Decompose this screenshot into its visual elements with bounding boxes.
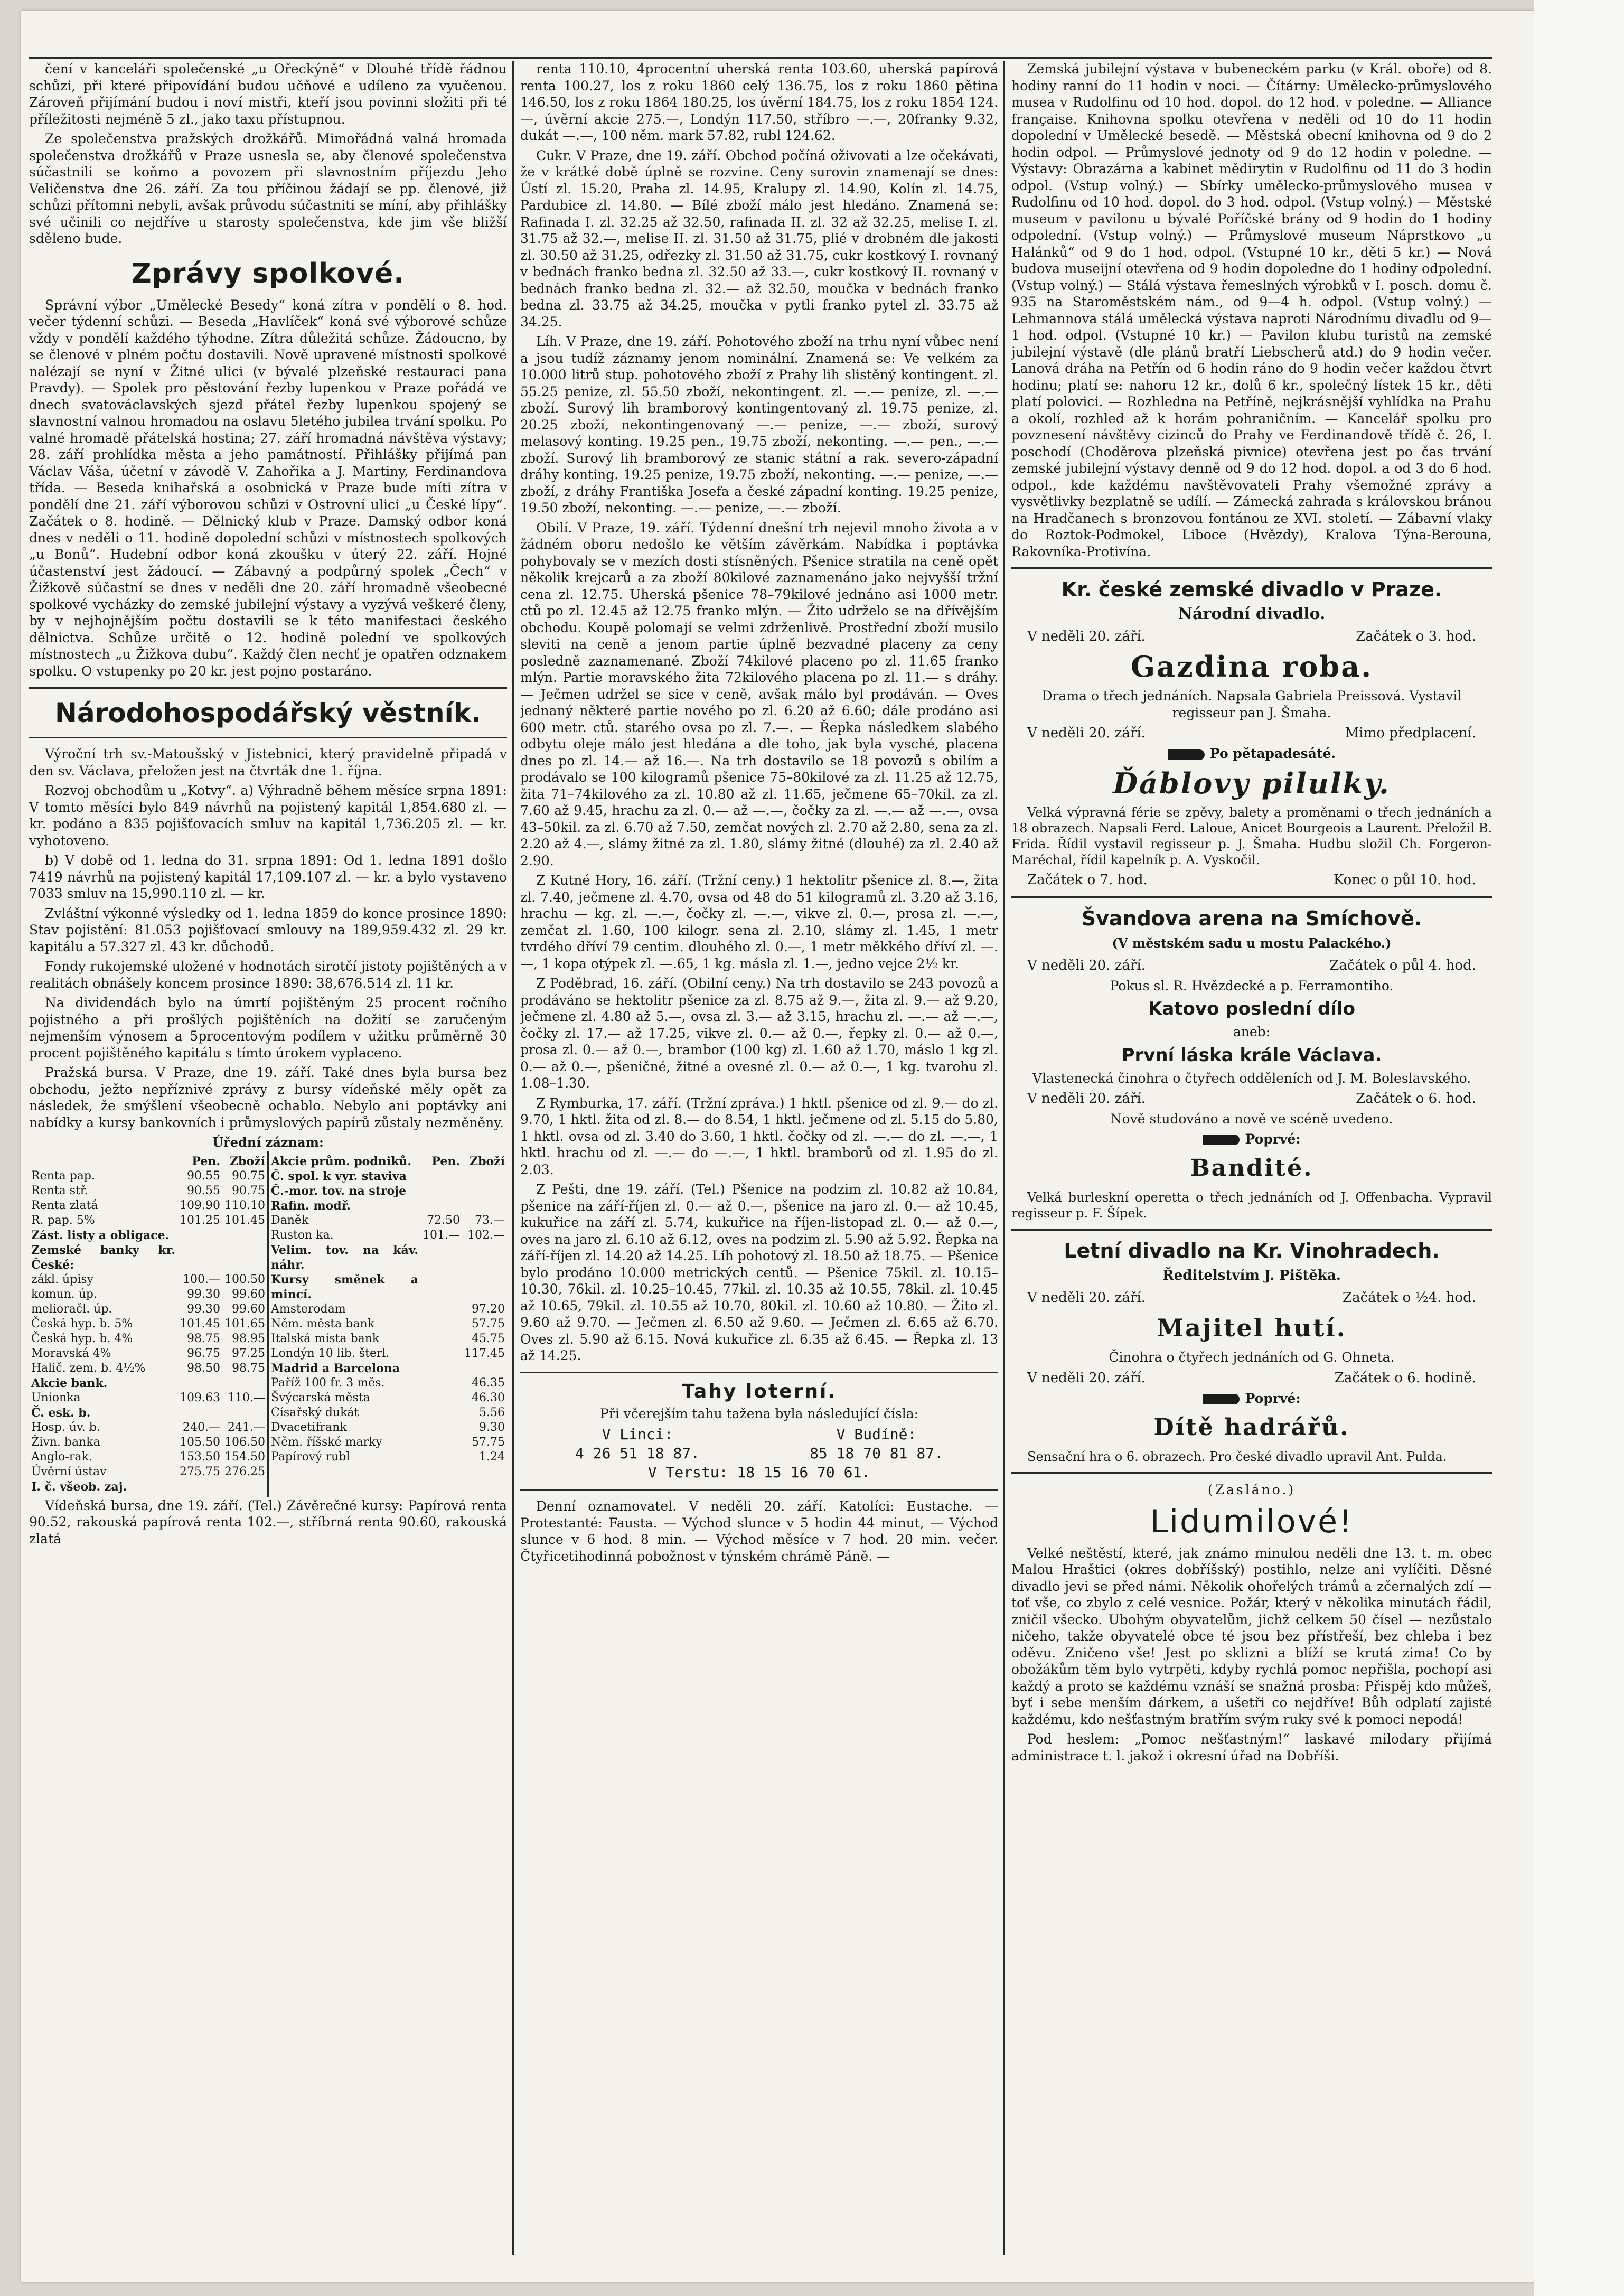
table-cell: 57.75 — [472, 1435, 505, 1449]
table-row — [269, 1420, 507, 1435]
exchange-tables — [29, 1151, 507, 1497]
article-paragraph: renta 110.10, 4procentní uherská renta 103.60, uherská papírová renta 100.27, los z roku 1860 celý 136.75, los z roku 1860 pětina 146.50, los z roku 1864 180.25, los úvěrní 184.75, los z roku 1854 124.—, úvěrní akcie 275.—, Londýn 117.50, stříbro —.—, 20franky 9.32, dukát —.—, 100 něm. mark 57.82, rubl 124.62. — [520, 61, 998, 143]
table-cell: Renta stř. — [31, 1184, 88, 1197]
table-cell: 72.50 — [427, 1213, 461, 1227]
article-paragraph: b) V době od 1. ledna do 31. srpna 1891: Od 1. ledna 1891 došlo 7419 návrhů na pojistený kapitál 17,109.107 zl. — kr. a bylo vystaveno 7033 smluv na 15,990.110 zl. — kr. — [29, 852, 507, 901]
table-row — [29, 1184, 267, 1198]
article-paragraph: Zemská jubilejní výstava v bubeneckém parku (v Král. oboře) od 8. hodiny ranní do 11 hodin v noci. — Čítárny: Umělecko-průmyslového musea v Rudolfinu od 10 hod. dopol. do 12 hod. v poledne. — Alliance française. Knihovna spolku otevřena v neděli od 10 do 11 hodin dopolední v Umělecké besedě. — Městská obecní knihovna od 9 do 2 hodin odpol. — Průmyslové jednoty od 9 do 12 hodin v poledne. — Výstavy: Obrazárna a kabinet mědirytin v Rudolfinu od 11 do 3 hodin odpol. (Vstup volný.) — Sbírky umělecko-průmyslového musea v Rudolfinu od 10 hod. dopol. do 3 hod. odpol. (Vstup volný.) — Městské museum v pavilonu u bývalé Poříčské brány od 9 hodin do 1 hodiny odpolední. (Vstup volný.) — Průmyslové museum Náprstkovo „u Halánků“ od 9 do 1 hod. odpol. (Vstupné 10 kr., děti 5 kr.) — Nová budova museijní otevřena od 9 hodin dopoledne do 1 hodiny odpolední. (Vstup volný.) — Stálá výstava řemeslných výrobků v I. posch. domu č. 935 na Staroměstském nám., od 9—4 h. odpol. (Vstup volný.) — Lehmannova stálá umělecká výstava naproti Národnímu divadlu od 9—1 hod. odpol. (Vstupné 10 kr.) — Pavilon klubu turistů na zemské jubilejní výstavě (dle plánů bratří Liebscherů atd.) do 9 hodin večer. Lanová dráha na Petřín od 6 hodin ráno do 9 hodin večer každou čtvrt hodinu; platí se: nahoru 12 kr., dolů 6 kr., společný lístek 15 kr., děti platí polovici. — Rozhledna na Petříně, nejkrásnější vyhlídka na Prahu a okolí, rozhled až k horám pohraničním. — Kancelář spolku pro povznesení návštěvy cizinců do Prahy ve Ferdinandově třídě č. 26, I. poschodí (Choděrova plzeňská pivnice) otevřena jest po čas trvání zemské jubilejní výstavy denně od 9 do 12 hod. dopol. a od 3 do 6 hod. odpol., kde každému navštěvovateli Prahy všemožné zprávy a vysvětlivky bezplatně se udílí. — Zámecká zahrada s královskou bránou na Hradčanech s bronzovou fontánou ze XVI. století. — Zábavní vlaky do Roztok-Podmokel, Liboce (Hvězdy), Kralova Týna-Berouna, Rakovníka-Protivína. — [1011, 61, 1492, 559]
table-cell: 106.50 — [224, 1435, 265, 1449]
article-paragraph: Na dividendách bylo na úmrtí pojištěným 25 procent ročního pojistného a při prošlých pojištěních na dožití se zaručeným nejmenším výnosem a 5procentovým podílem v užitku průměrně 30 procent pojištěného kapitálu s tímto úrokem vyplaceno. — [29, 995, 507, 1061]
theatre-title: Švandova arena na Smíchově. — [1081, 906, 1422, 930]
table-row — [269, 1169, 507, 1184]
table-row — [269, 1405, 507, 1420]
article-paragraph: Rozvoj obchodům u „Kotvy“. a) Výhradně během měsíce srpna 1891: V tomto měsíci bylo 849 návrhů na pojistený kapitál 1,854.680 zl. — kr. podáno a 835 pojišťovacích smluv na kapitál 1,736.205 zl. — kr. vyhotoveno. — [29, 783, 507, 848]
show-date: V neděli 20. září. — [1027, 1370, 1146, 1386]
table-cell: 46.35 — [472, 1376, 505, 1390]
show-date: V neděli 20. září. — [1027, 725, 1146, 741]
table-header-row — [269, 1154, 507, 1169]
table-cell: 241.— — [228, 1420, 265, 1434]
table-row — [29, 1435, 267, 1450]
table-cell: Amsterodam — [271, 1302, 346, 1316]
table-cell: 98.75 — [187, 1332, 221, 1345]
table-row — [29, 1317, 267, 1332]
table-cell — [222, 1479, 267, 1494]
table-row — [269, 1213, 507, 1228]
table-cell — [177, 1243, 222, 1272]
table-cell: 105.50 — [180, 1435, 221, 1449]
table-cell — [420, 1302, 462, 1317]
table-cell: melioračl. úp. — [31, 1302, 112, 1316]
table-row — [269, 1346, 507, 1361]
pointing-hand-icon — [1203, 1394, 1240, 1404]
table-header-cell: Zboží — [470, 1154, 505, 1168]
play-title: Majitel hutí. — [1157, 1314, 1347, 1342]
table-cell — [420, 1198, 462, 1213]
table-row — [29, 1361, 267, 1376]
table-cell: Č.-mor. tov. na stroje — [271, 1184, 407, 1198]
table-cell: 98.95 — [232, 1332, 265, 1345]
show-row — [1027, 724, 1476, 742]
table-cell: 109.63 — [180, 1391, 221, 1404]
lottery-result — [520, 1463, 998, 1482]
exchange-table — [29, 1154, 267, 1494]
table-cell — [420, 1450, 462, 1465]
table-row — [269, 1435, 507, 1450]
table-cell — [222, 1405, 267, 1420]
table-row — [29, 1450, 267, 1465]
play-description: Velká výpravná férie se zpěvy, balety a proměnami o třech jednáních a 18 obrazech. Napsali Ferd. Laloue, Anicet Bourgeois a Laurent. Přeložil B. Frida. Řídil vystavil regisseur p. J. Šmaha. Hudbu složil Ch. Forgeron-Maréchal, řídil kapelník p. A. Vyskočil. — [1011, 804, 1492, 867]
table-cell: 153.50 — [180, 1450, 221, 1464]
show-row — [1027, 1369, 1476, 1387]
table-cell: Renta pap. — [31, 1169, 95, 1183]
section-divider — [1011, 896, 1492, 898]
table-row — [29, 1169, 267, 1184]
column-rule — [512, 61, 514, 2255]
table-cell: Italská místa bank — [271, 1332, 380, 1345]
table-row — [269, 1391, 507, 1405]
table-cell: 101.— — [423, 1228, 461, 1242]
table-cell: 90.55 — [187, 1184, 221, 1197]
table-row — [269, 1198, 507, 1213]
table-row — [29, 1346, 267, 1361]
theatre-subtitle: Ředitelstvím J. Pištěka. — [1162, 1268, 1341, 1283]
table-cell: 100.50 — [224, 1272, 265, 1286]
table-cell: Kursy směnek a mincí. — [271, 1272, 419, 1301]
table-header-cell: Akcie prům. podniků. — [271, 1154, 411, 1168]
table-row — [269, 1228, 507, 1243]
table-cell: Akcie bank. — [31, 1376, 108, 1390]
table-cell: zákl. úpisy — [31, 1272, 94, 1286]
table-cell — [177, 1479, 222, 1494]
top-rule — [29, 57, 1492, 59]
table-cell: Česká hyp. b. 4% — [31, 1332, 133, 1345]
show-note: Nově studováno a nově ve scéně uvedeno. — [1110, 1111, 1393, 1127]
table-cell — [462, 1272, 507, 1302]
table-cell — [420, 1169, 462, 1184]
table-row — [29, 1198, 267, 1213]
play-title: Katovo poslední dílo — [1148, 998, 1355, 1019]
show-start: Začátek o půl 4. hod. — [1329, 957, 1476, 973]
table-cell: Daněk — [271, 1213, 309, 1227]
lottery-place: V Terstu: — [647, 1464, 728, 1481]
table-cell: Živn. banka — [31, 1435, 100, 1449]
table-row — [269, 1376, 507, 1391]
table-cell: 101.65 — [224, 1317, 265, 1330]
section-divider — [520, 1489, 998, 1491]
table-cell: Hosp. úv. b. — [31, 1420, 100, 1434]
table-cell: Něm. města bank — [271, 1317, 374, 1330]
section-heading: Zprávy spolkové. — [131, 257, 405, 289]
table-cell: 5.56 — [479, 1405, 505, 1419]
guest-note: Pokus sl. R. Hvězdecké a p. Ferramontiho. — [1110, 978, 1394, 994]
article-paragraph: Ze společenstva pražských drožkářů. Mimořádná valná hromada společenstva drožkářů v Praze usnesla se, aby členové společenstva súčastnili se koňmo a povozem při slavnostním příjezdu Jeho Veličenstva dne 26. září. Za tou příčinou žádají se pp. členové, již schůzi přítomni nebyli, avšak průvodu súčastniti se míní, aby přihlášky své učinili co nejdříve u starosty společenstva, kde jim vše bližší sděleno bude. — [29, 131, 507, 246]
lottery-numbers: 18 15 16 70 61. — [737, 1464, 871, 1481]
play-description: Sensační hra o 6. obrazech. Pro české divadlo upravil Ant. Pulda. — [1027, 1449, 1447, 1464]
column-2 — [520, 61, 998, 2261]
scan-margin — [1534, 0, 1624, 2296]
table-cell: 275.75 — [180, 1465, 221, 1478]
section-divider — [29, 687, 507, 689]
table-cell: Madrid a Barcelona — [271, 1361, 400, 1375]
table-row — [29, 1420, 267, 1435]
show-note-text: Poprvé: — [1245, 1390, 1301, 1406]
show-note — [1011, 1390, 1492, 1407]
article-paragraph: Pražská bursa. V Praze, dne 19. září. Také dnes byla bursa bez obchodu, ježto nepříznivé zprávy z bursy vídeňské měly opět za následek, že smýšlení všeobecně ochablo. Nebylo ani poptávky ani nabídky a kursy bankovních i průmyslových papírů zůstaly nezměněny. — [29, 1065, 507, 1130]
table-cell — [222, 1243, 267, 1272]
table-cell: 96.75 — [187, 1346, 221, 1360]
show-start: Začátek o 6. hod. — [1356, 1091, 1476, 1107]
lottery-row — [520, 1425, 998, 1463]
article-paragraph: Zvláštní výkonné výsledky od 1. ledna 1859 do konce prosince 1890: Stav pojistění: 81.053 pojišťovací smlouvy na 189,959.432 zl. 29 kr. kapitálu a 57.327 zl. 43 kr. důchodů. — [29, 905, 507, 954]
article-paragraph: Z Pešti, dne 19. září. (Tel.) Pšenice na podzim zl. 10.82 až 10.84, pšenice na září-říjen zl. 0.— až 0.—, pšenice na jaro zl. 0.— až 10.45, kukuřice na září zl. 5.74, kukuřice na říjen-listopad zl. 0.— až 0.—, oves na jaro zl. 6.10 až 6.12, oves na podzim zl. 5.90 až 5.92. Řepka na září-říjen zl. 14.20 až 14.25. Líh pohotový zl. 18.50 až 18.75. — Pšenice bylo prodáno 10.000 metrických centů. — Pšenice 75kil. zl. 10.15–10.30, 76kil. zl. 10.25–10.45, 77kil. zl. 10.35 až 10.55, 78kil. zl. 10.45 až 10.65, 79kil. zl. 10.55 až 10.70, 80kil. zl. 10.60 až 10.80. — Žito zl. 9.60 až 9.70. — Ječmen zl. 6.50 až 9.60. — Ječmen zl. 6.65 až 6.70. Oves zl. 5.90 až 6.15. Nová kukuřice zl. 6.35 až 6.45. — Řepka zl. 13 až 14.25. — [520, 1182, 998, 1363]
table-cell — [462, 1198, 507, 1213]
table-cell: Halič. zem. b. 4½% — [31, 1361, 146, 1375]
table-row — [29, 1376, 267, 1391]
lottery-place: V Budíně: — [836, 1426, 917, 1443]
table-cell: 99.30 — [187, 1302, 221, 1316]
table-cell: Moravská 4% — [31, 1346, 111, 1360]
table-cell: 101.25 — [180, 1213, 221, 1227]
article-paragraph: Z Poděbrad, 16. září. (Obilní ceny.) Na trh dostavilo se 243 povozů a prodáváno se hektolitr pšenice za zl. 8.75 až 9.—, žita zl. 9.— až 9.20, ječmene zl. 4.80 až 5.—, ovsa zl. 3.— až 3.15, hrachu zl. —.— až —.—, čočky zl. 17.— až 17.25, vikve zl. 0.— až 0.—, řepky zl. 0.— až 0.—, prosa zl. 0.— až 0.—, brambor (100 kg) zl. 1.60 až 1.70, máslo 1 kg zl. 0.— až 0.—, pšeničné, žitné a ovesné zl. 0.— až 0.—, 1 kg. tvarohu zl. 1.08–1.30. — [520, 976, 998, 1091]
table-cell — [420, 1435, 462, 1450]
table-cell: 117.45 — [464, 1346, 505, 1360]
exchange-table-right — [269, 1151, 507, 1497]
table-cell — [420, 1376, 462, 1391]
table-cell — [462, 1184, 507, 1198]
article-paragraph: Velké neštěstí, které, jak známo minulou neděli dne 13. t. m. obec Malou Hraštici (okres dobříšský) postihlo, nelze ani vylíčiti. Děsné divadlo jevi se před námi. Několik ohořelých trámů a zčernalých zdí — toť vše, co zbylo z celé vesnice. Požár, který v několika minutách řádil, zničil všecko. Ubohým obyvatelům, jichž celkem 50 čísel — nezůstalo ničeho, takže obyvatelé obce té jsou bez přístřeší, bez chleba i bez oděvu. Zničeno vše! Jest po sklizni a blíží se krutá zima! Co by obožákům těm bylo vytrpěti, kdyby rychlá pomoc nepřišla, pochopí asi každý a proto se každému vznáší se snažná prosba: Přispěj kdo můžeš, byť i sebe menším dárkem, a ušetři co nejdříve! Bůh odplatí zajisté každému, kdo nešťastným bratřím svým ruky své k pomoci nepodá! — [1011, 1545, 1492, 1727]
show-row — [1027, 871, 1476, 889]
table-cell — [222, 1228, 267, 1243]
exchange-table — [269, 1154, 507, 1465]
table-cell: I. č. všeob. zaj. — [31, 1479, 127, 1494]
lottery-place: V Linci: — [602, 1426, 673, 1443]
table-row — [29, 1228, 267, 1243]
show-date: V neděli 20. září. — [1027, 1290, 1146, 1306]
table-cell: Česká hyp. b. 5% — [31, 1317, 133, 1330]
table-cell: 101.45 — [224, 1213, 265, 1227]
show-date: V neděli 20. září. — [1027, 957, 1146, 973]
table-cell: R. pap. 5% — [31, 1213, 95, 1227]
table-row — [29, 1479, 267, 1494]
table-cell: Č. spol. k vyr. staviva — [271, 1169, 407, 1183]
table-cell: 9.30 — [479, 1420, 505, 1434]
newspaper-page — [21, 11, 1592, 2282]
table-cell: 97.20 — [472, 1302, 505, 1316]
lottery-numbers: 85 18 70 81 87. — [810, 1445, 943, 1462]
table-cell — [177, 1405, 222, 1420]
play-description: Drama o třech jednáních. Napsala Gabriela Preissová. Vystavil regisseur pan J. Šmaha. — [1041, 688, 1462, 720]
table-cell — [420, 1332, 462, 1346]
column-rule — [1003, 61, 1005, 2255]
column-3 — [1011, 61, 1492, 2261]
show-end: Konec o půl 10. hod. — [1333, 871, 1476, 888]
table-cell — [420, 1272, 462, 1302]
table-cell: 1.24 — [479, 1450, 505, 1464]
show-row — [1027, 1289, 1476, 1307]
table-cell: Úvěrní ústav — [31, 1465, 107, 1478]
table-row — [29, 1302, 267, 1317]
show-row — [1027, 627, 1476, 645]
table-cell: 110.— — [228, 1391, 265, 1404]
table-header-cell — [29, 1154, 177, 1169]
play-description: Činohra o čtyřech jednáních od G. Ohneta. — [1109, 1350, 1395, 1365]
table-cell: 154.50 — [224, 1450, 265, 1464]
show-row — [1027, 957, 1476, 974]
table-cell — [420, 1317, 462, 1332]
table-cell: 90.55 — [187, 1169, 221, 1183]
theatre-title: Kr. české zemské divadlo v Praze. — [1061, 578, 1442, 601]
article-paragraph: Z Rymburka, 17. září. (Tržní zpráva.) 1 hktl. pšenice od zl. 9.— do zl. 9.70, 1 hktl. žita od zl. 8.— do 8.54, 1 hktl. ječmene od zl. 5.15 do 5.80, 1 hktl. ovsa od zl. 3.40 do 3.60, 1 hktl. čočky od zl. —.— do zl. —.—, 1 hktl. hrachu od zl. —.— do —.—, 1 hktl. bramborů od zl. 1.95 do zl. 2.03. — [520, 1095, 998, 1177]
table-cell: komun. úp. — [31, 1287, 98, 1301]
table-header-cell: Zboží — [230, 1154, 265, 1168]
show-note — [1011, 745, 1492, 762]
table-cell: Zást. listy a obligace. — [31, 1228, 170, 1242]
table-cell: Dvacetifrank — [271, 1420, 347, 1434]
article-paragraph: Cukr. V Praze, dne 19. září. Obchod počíná oživovati a lze očekávati, že v krátké době úplně se rozvine. Ceny surovin znamenají se dnes: Ústí zl. 15.20, Praha zl. 14.95, Kralupy zl. 14.90, Kolín zl. 14.75, Pardubice zl. 14.80. — Bílé zboží málo jest hledáno. Znamená se: Rafinada I. zl. 32.25 až 32.50, rafinada II. zl. 32 až 32.25, melise I. zl. 31.75 až 32.—, melise II. zl. 31.50 až 31.75, plié v drobném dle jakosti zl. 30.50 až 31.25, odřezky zl. 31.50 až 31.75, cukr kostkový I. rovnaný v bednách franko bedna zl. 32.50 až 33.—, cukr kostkový II. rovnaný v bednách franko bedna zl. 32.— až 32.50, moučka v bednách franko bedna zl. 33.75 až 34.25, moučka v pytli franko pytel zl. 33.75 až 34.25. — [520, 147, 998, 330]
show-note — [1011, 1131, 1492, 1148]
lottery-numbers: 4 26 51 18 87. — [575, 1445, 700, 1462]
exchange-table-left — [29, 1151, 269, 1497]
table-cell: 90.75 — [232, 1169, 265, 1183]
show-date: V neděli 20. září. — [1027, 629, 1146, 644]
table-cell: 110.10 — [224, 1198, 265, 1212]
table-cell: 102.— — [467, 1228, 505, 1242]
table-cell: 100.— — [183, 1272, 221, 1286]
table-cell — [462, 1243, 507, 1272]
lottery-result — [575, 1425, 700, 1463]
table-cell: Č. esk. b. — [31, 1405, 91, 1420]
table-cell: 98.50 — [187, 1361, 221, 1375]
show-start: Začátek o 3. hod. — [1356, 629, 1476, 644]
section-divider — [520, 1372, 998, 1373]
show-start: Začátek o 7. hod. — [1027, 871, 1148, 888]
show-note-text: Po pětapadesáté. — [1209, 746, 1336, 761]
table-header-cell: Pen. — [192, 1154, 221, 1168]
table-cell — [177, 1376, 222, 1391]
table-row — [269, 1272, 507, 1302]
table-cell: Renta zlatá — [31, 1198, 98, 1212]
table-cell: Rafin. modř. — [271, 1198, 351, 1213]
section-divider — [1011, 1472, 1492, 1474]
show-start: Začátek o 6. hodině. — [1334, 1370, 1476, 1386]
article-paragraph: Líh. V Praze, dne 19. září. Pohotového zboží na trhu nyní vůbec není a jsou tudíž záznamy jenom nominální. Znamená se: Ve velkém za 10.000 litrů stup. pohotového zboží z Prahy lih slistěný kontingent. zl. 55.25 penize, zl. 55.50 zboží, nekontingent. zl. —.— penize, zl. —.— zboží. Surový lih bramborový kontingentovaný zl. 19.75 penize, zl. 20.25 zboží, nekontingenovaný —.— penize, —.— zboží, surový melasový konting. 19.25 pen., 19.75 zboží, nekonting. —.— pen., —.— zboží. Surový lih bramborový ze stanic státní a rak. severo-západní dráhy konting. 19.25 penize, 19.75 zboží, nekonting. —.— penize, —.— zboží, z dráhy Františka Josefa a české západní konting. 19.25 penize, 19.50 zboží, nekonting. —.— penize, —.— zboží. — [520, 334, 998, 516]
table-cell: Paříž 100 fr. 3 měs. — [271, 1376, 385, 1390]
table-cell: Anglo-rak. — [31, 1450, 92, 1464]
table-row — [29, 1332, 267, 1346]
play-title: První láska krále Václava. — [1121, 1044, 1382, 1066]
table-cell: 73.— — [475, 1213, 505, 1227]
play-description: Velká burleskní operetta o třech jednáních od J. Offenbacha. Vypravil regisseur p. F. Šípek. — [1011, 1190, 1492, 1221]
table-row — [269, 1361, 507, 1376]
table-cell: 46.30 — [472, 1391, 505, 1404]
table-row — [269, 1450, 507, 1465]
table-cell: 240.— — [183, 1420, 221, 1434]
table-cell — [462, 1169, 507, 1184]
table-header-cell: Pen. — [431, 1154, 461, 1168]
column-1 — [29, 61, 507, 2261]
table-cell — [420, 1420, 462, 1435]
theatre-subtitle: (V městském sadu u mostu Palackého.) — [1112, 935, 1392, 951]
lottery-heading: Tahy loterní. — [682, 1380, 837, 1402]
pointing-hand-icon — [1168, 749, 1205, 760]
zaslano-label: (Zasláno.) — [1207, 1482, 1296, 1497]
table-cell: Velim. tov. na káv. náhr. — [271, 1243, 419, 1272]
lottery-intro: Při včerejším tahu tažena byla následující čísla: — [599, 1405, 919, 1421]
play-title: Bandité. — [1190, 1155, 1313, 1182]
show-start: Začátek o ½4. hod. — [1343, 1290, 1476, 1306]
theatre-subtitle: Národní divadlo. — [1178, 605, 1326, 623]
table-row — [269, 1332, 507, 1346]
table-row — [29, 1405, 267, 1420]
table-cell: 90.75 — [232, 1184, 265, 1197]
table-row — [269, 1302, 507, 1317]
table-cell: 101.45 — [180, 1317, 221, 1330]
table-row — [29, 1243, 267, 1272]
table-cell — [420, 1243, 462, 1272]
table-cell: 99.30 — [187, 1287, 221, 1301]
table-cell: Císařský dukát — [271, 1405, 359, 1419]
pointing-hand-icon — [1203, 1135, 1240, 1145]
article-paragraph: Správní výbor „Umělecké Besedy“ koná zítra v pondělí o 8. hod. večer týdenní schůzi. — Beseda „Havlíček“ koná své výborové schůze vždy v pondělí každého týhodne. Zítra důležitá schůze. Žádoucno, by se členové v plném počtu dostavili. Nově upravené místnosti spolkové nalézají se nyní v Žitné ulici (v bývalé plzeňské restauraci pana Pravdy). — Spolek pro pěstování řezby lupenkou v Praze pořádá ve dnech svatováclavských sjezd přátel řezby lupenkou spojený se slavnostní valnou hromadou na oslavu 5letého jubilea trvání spolku. Po valné hromadě přátelská hostina; 27. září hromadná návštěva výstavy; 28. září prohlídka města a jeho památností. Přihlášky přijímá pan Václav Váša, účetní v závodě V. Zahořika a J. Martiny, Ferdinandova třída. — Beseda knihařská a osobnická v Praze bude míti zítra v pondělí dne 21. září výborovou schůzi v Ostrovní ulici „u České lípy“. Začátek o 8. hodině. — Dělnický klub v Praze. Damský odbor koná dnes v neděli o 11. hodině dopolední schůzi v místnostech spolkových „u Bonů“. Hudební odbor koná zkoušku v úterý 22. září. Hojné účastenství jest žádoucí. — Zábavný a podpůrný spolek „Čech“ v Žižkově súčastní se dnes v neděli dne 20. září hromadně všeobecné spolkové vycházky do zemské jubilejní výstavy a vyzývá veškeré členy, by v nejhojnějším počtu dostavili se k této manifestaci českého dělnictva. Schůze určitě o 12. hodině polední ve spolkových místnostech „u Žižkova dubu“. Každý člen nechť je opatřen odznakem spolku. O vstupenky po 20 kr. jest pojno postaráno. — [29, 297, 507, 679]
show-date: V neděli 20. září. — [1027, 1091, 1146, 1107]
table-cell: 99.60 — [232, 1287, 265, 1301]
section-divider — [1011, 567, 1492, 569]
table-cell — [222, 1376, 267, 1391]
table-row — [29, 1465, 267, 1479]
table-cell: Papírový rubl — [271, 1450, 350, 1464]
show-note-text: Poprvé: — [1245, 1131, 1301, 1147]
table-cell — [420, 1391, 462, 1405]
table-cell: Švýcarská města — [271, 1391, 370, 1404]
play-title: Gazdina roba. — [1130, 650, 1373, 683]
table-cell: Něm. říšské marky — [271, 1435, 382, 1449]
table-row — [269, 1184, 507, 1198]
article-paragraph: Denní oznamovatel. V neděli 20. září. Katolíci: Eustache. — Protestanté: Fausta. — Východ slunce v 5 hodin 44 minut, — Východ slunce v 6 hod. 8 min. — Východ měsíce v 7 hod. 20 min. večer. Čtyřicetihodinná pobožnost v týnském chrámě Páně. — — [520, 1498, 998, 1564]
article-paragraph: Pod heslem: „Pomoc nešťastným!“ laskavé milodary přijímá administrace t. l. jakož i okresní úřad na Dobříši. — [1011, 1731, 1492, 1764]
table-cell: 97.25 — [232, 1346, 265, 1360]
table-cell — [420, 1184, 462, 1198]
theatre-title: Letní divadlo na Kr. Vinohradech. — [1064, 1239, 1440, 1262]
play-aneb: aneb: — [1233, 1024, 1271, 1039]
table-title: Úřední záznam: — [212, 1135, 324, 1150]
show-row — [1027, 1090, 1476, 1108]
table-header-row — [29, 1154, 267, 1169]
section-divider — [1011, 1229, 1492, 1231]
appeal-heading: Lidumilové! — [1150, 1503, 1354, 1540]
table-cell — [420, 1405, 462, 1420]
play-title: Dítě hadrářů. — [1153, 1414, 1350, 1441]
table-row — [29, 1213, 267, 1228]
table-cell: 98.75 — [232, 1361, 265, 1375]
table-cell — [420, 1346, 462, 1361]
show-extra: Mimo předplacení. — [1345, 725, 1476, 741]
section-divider — [29, 737, 507, 738]
article-paragraph: Vídeňská bursa, dne 19. září. (Tel.) Závěrečné kursy: Papírová renta 90.52, rakouská papírová renta 102.—, stříbrná renta 90.60, rakouská zlatá — [29, 1497, 507, 1547]
article-paragraph: Výroční trh sv.-Matoušský v Jistebnici, který pravidelně připadá v den sv. Václava, přeložen jest na čtvrták dne 1. října. — [29, 746, 507, 779]
table-cell: 99.60 — [232, 1302, 265, 1316]
table-row — [29, 1287, 267, 1302]
table-cell: Zemské banky kr. České: — [31, 1243, 176, 1272]
table-row — [269, 1317, 507, 1332]
play-title: Ďáblovy pilulky. — [1113, 766, 1391, 800]
table-row — [29, 1391, 267, 1405]
table-cell: Ruston ka. — [271, 1228, 334, 1242]
table-cell: 45.75 — [472, 1332, 505, 1345]
table-cell: Unionka — [31, 1391, 81, 1404]
table-cell: Londýn 10 lib. šterl. — [271, 1346, 390, 1360]
article-paragraph: Obilí. V Praze, 19. září. Týdenní dnešní trh nejevil mnoho života a v žádném oboru nedošlo ke větším závěrkám. Nabídka i poptávka pohybovaly se v mezích dosti stísněných. Pšenice stratila na ceně opět několik krejcarů a za zboží 80kilové zaznamenáno jako nejvyšší tržní cena zl. 12.75. Uherská pšenice 78–79kilové jednáno asi 1000 metr. ctů po zl. 12.45 až 12.75 franko mlýn. — Žito udrželo se na dřívějším obchodu. Koupě polomají se velmi zdrženlivě. Prostřední zboží musilo sleviti na ceně a jenom partie úplně bezvadné placeny za ceny posledně zaznamenané. Zboží 74kilové placeno po zl. 11.65 franko mlýn. Partie moravského žita 72kilového placena po zl. 11.— s dráhy. — Ječmen udržel se sice v ceně, avšak málo byl prodáván. — Oves jednaný některé partie nového po zl. 6.20 až 6.60; dále prodáno asi 600 metr. ctů. starého ovsa po zl. 7.—. — Řepka následkem slabého odbytu oleje málo jest hledána a dle toho, jak byla vysché, placena dnes po zl. 14.— až 16.—. Na trh dostavilo se 18 povozů s obilím a prodávalo se 100 kilogramů pšenice 75–80kilové za zl. 11.25 až 12.75, žita 71–74kilového za zl. 10.80 až zl. 11.65, ječmene 65–70kil. za zl. 7.60 až 9.45, hrachu za zl. 0.— až —.—, čočky za zl. —.— až —.—, ovsa 43–50kil. za zl. 6.70 až 7.50, zemčat nových zl. 2.70 až 2.80, sena za zl. 2.20 až 4.—, slámy žitné za zl. 1.80, slámy žitné (dlouhé) za zl. 2.40 až 2.90. — [520, 520, 998, 868]
table-cell — [177, 1228, 222, 1243]
table-row — [269, 1243, 507, 1272]
play-description: Vlastenecká činohra o čtyřech odděleních od J. M. Boleslavského. — [1032, 1070, 1471, 1086]
article-paragraph: čení v kanceláři společenské „u Ořeckýně“ v Dlouhé třídě řádnou schůzi, při které připovídání budou učňové e udíleno za vyučenou. Zároveň přijímání budou i noví mistři, kteří jsou povinni složiti při té příležitosti nejméně 5 zl., jako taxu přístupnou. — [29, 61, 507, 127]
table-cell — [462, 1361, 507, 1376]
section-heading: Národohospodářský věstník. — [55, 698, 481, 728]
article-paragraph: Fondy rukojemské uložené v hodnotách sirotčí jistoty pojištěných a v realitách obnášely koncem prosince 1890: 38,676.514 zl. 11 kr. — [29, 959, 507, 991]
article-paragraph: Z Kutné Hory, 16. září. (Tržní ceny.) 1 hektolitr pšenice zl. 8.—, žita zl. 7.40, ječmene zl. 4.70, ovsa od 48 do 51 kilogramů zl. 3.20 až 3.16, hrachu — kg. zl. —.—, čočky zl. —.—, vikve zl. 0.—, prosa zl. —.—, zemčat zl. 1.60, 100 kilogr. sena zl. 2.10, slámy zl. 1.45, 1 metr tvrdého dříví 79 centim. dlouhého zl. 0.—, 1 metr měkkého dříví zl. —.—, 1 kopa otýpek zl. —.65, 1 kg. másla zl. 1.—, jedno vejce 2½ kr. — [520, 873, 998, 971]
table-cell: 276.25 — [224, 1465, 265, 1478]
lottery-result — [810, 1425, 943, 1463]
table-cell — [420, 1361, 462, 1376]
table-row — [29, 1272, 267, 1287]
table-cell: 57.75 — [472, 1317, 505, 1330]
table-cell: 109.90 — [180, 1198, 221, 1212]
